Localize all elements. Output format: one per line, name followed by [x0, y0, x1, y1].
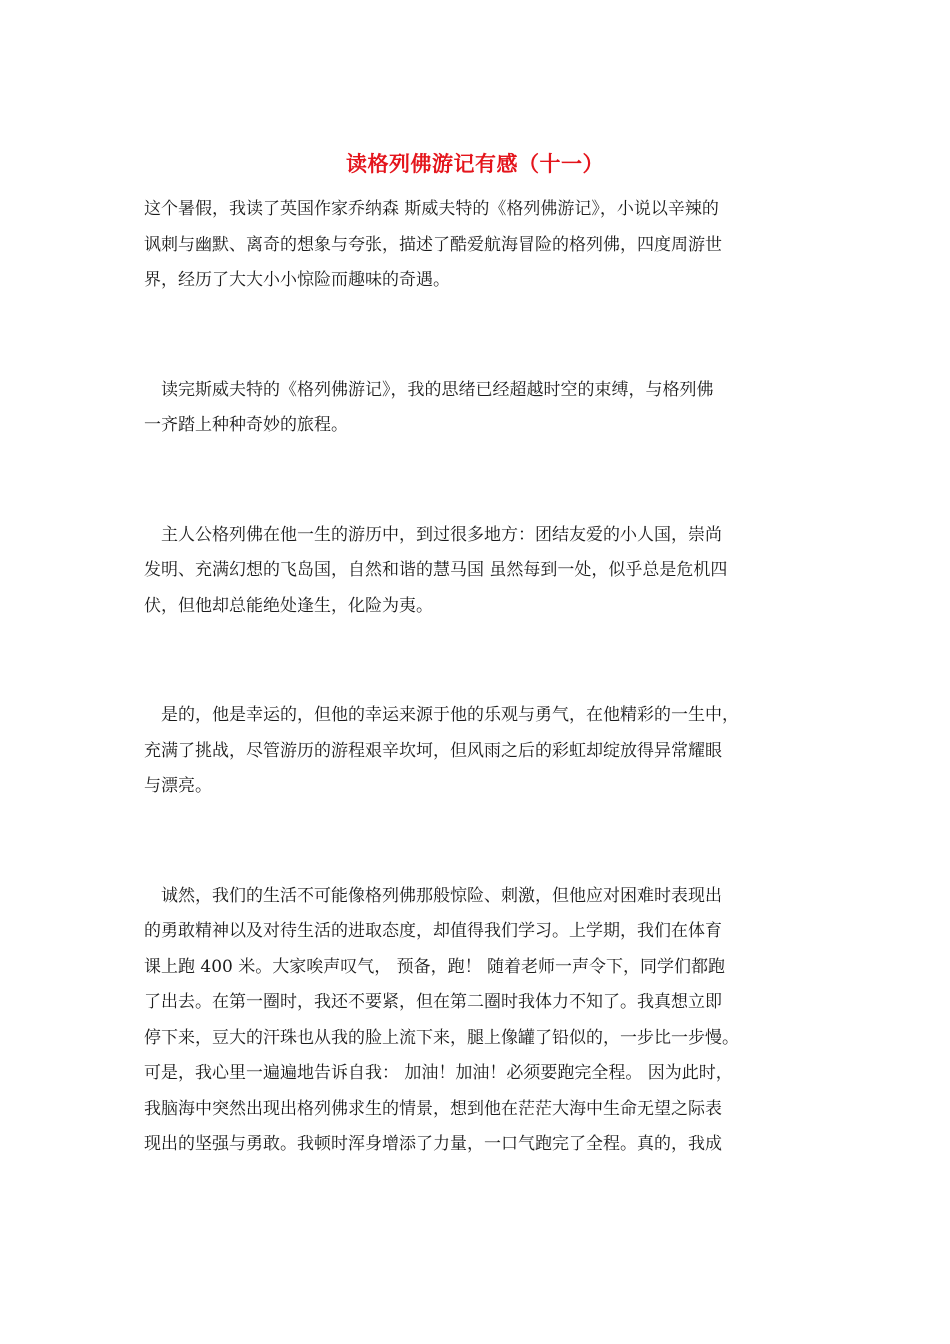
paragraph-2 [144, 373, 810, 444]
paragraph-line: 现出的坚强与勇敢。我顿时浑身增添了力量，一口气跑完了全程。真的，我成 [144, 1134, 722, 1154]
paragraph-line: 与漂亮。 [144, 776, 212, 796]
paragraph-line: 可是，我心里一遍遍地告诉自我： 加油！加油！必须要跑完全程。 因为此时， [144, 1063, 733, 1083]
paragraph-line: 一齐踏上种种奇妙的旅程。 [144, 415, 348, 435]
paragraph-line: 伏，但他却总能绝处逢生，化险为夷。 [144, 595, 433, 616]
document-title: 读格列佛游记有感（十一） [346, 151, 604, 176]
paragraph-line: 我脑海中突然出现出格列佛求生的情景，想到他在茫茫大海中生命无望之际表 [144, 1098, 722, 1119]
paragraph-5 [144, 879, 810, 1163]
paragraph-4 [144, 698, 810, 805]
paragraph-line: 是的，他是幸运的，但他的幸运来源于他的乐观与勇气，在他精彩的一生中， [144, 705, 739, 725]
paragraph-line: 课上跑 400 米。大家唉声叹气， 预备，跑！ 随着老师一声令下，同学们都跑 [144, 956, 726, 977]
paragraph-line: 界，经历了大大小小惊险而趣味的奇遇。 [144, 270, 450, 290]
paragraph-line: 主人公格列佛在他一生的游历中，到过很多地方：团结友爱的小人国，崇尚 [144, 524, 722, 545]
paragraph-line: 发明、充满幻想的飞岛国，自然和谐的慧马国 虽然每到一处，似乎总是危机四 [144, 560, 728, 580]
paragraph-line: 了出去。在第一圈时，我还不要紧，但在第二圈时我体力不知了。我真想立即 [144, 992, 722, 1012]
paragraph-line: 诚然，我们的生活不可能像格列佛那般惊险、刺激，但他应对困难时表现出 [144, 885, 722, 906]
paragraph-line: 停下来，豆大的汗珠也从我的脸上流下来，腿上像罐了铅似的，一步比一步慢。 [144, 1027, 739, 1048]
paragraph-1 [144, 192, 810, 299]
paragraph-line: 读完斯威夫特的《格列佛游记》，我的思绪已经超越时空的束缚，与格列佛 [144, 379, 714, 400]
paragraph-line: 的勇敢精神以及对待生活的进取态度，却值得我们学习。上学期，我们在体育 [144, 921, 722, 941]
document-body [144, 192, 810, 1163]
paragraph-line: 这个暑假，我读了英国作家乔纳森 斯威夫特的《格列佛游记》，小说以辛辣的 [144, 199, 719, 219]
paragraph-line: 讽刺与幽默、离奇的想象与夸张，描述了酷爱航海冒险的格列佛，四度周游世 [144, 234, 722, 255]
paragraph-line: 充满了挑战，尽管游历的游程艰辛坎坷，但风雨之后的彩虹却绽放得异常耀眼 [144, 740, 722, 761]
paragraph-3 [144, 518, 810, 625]
